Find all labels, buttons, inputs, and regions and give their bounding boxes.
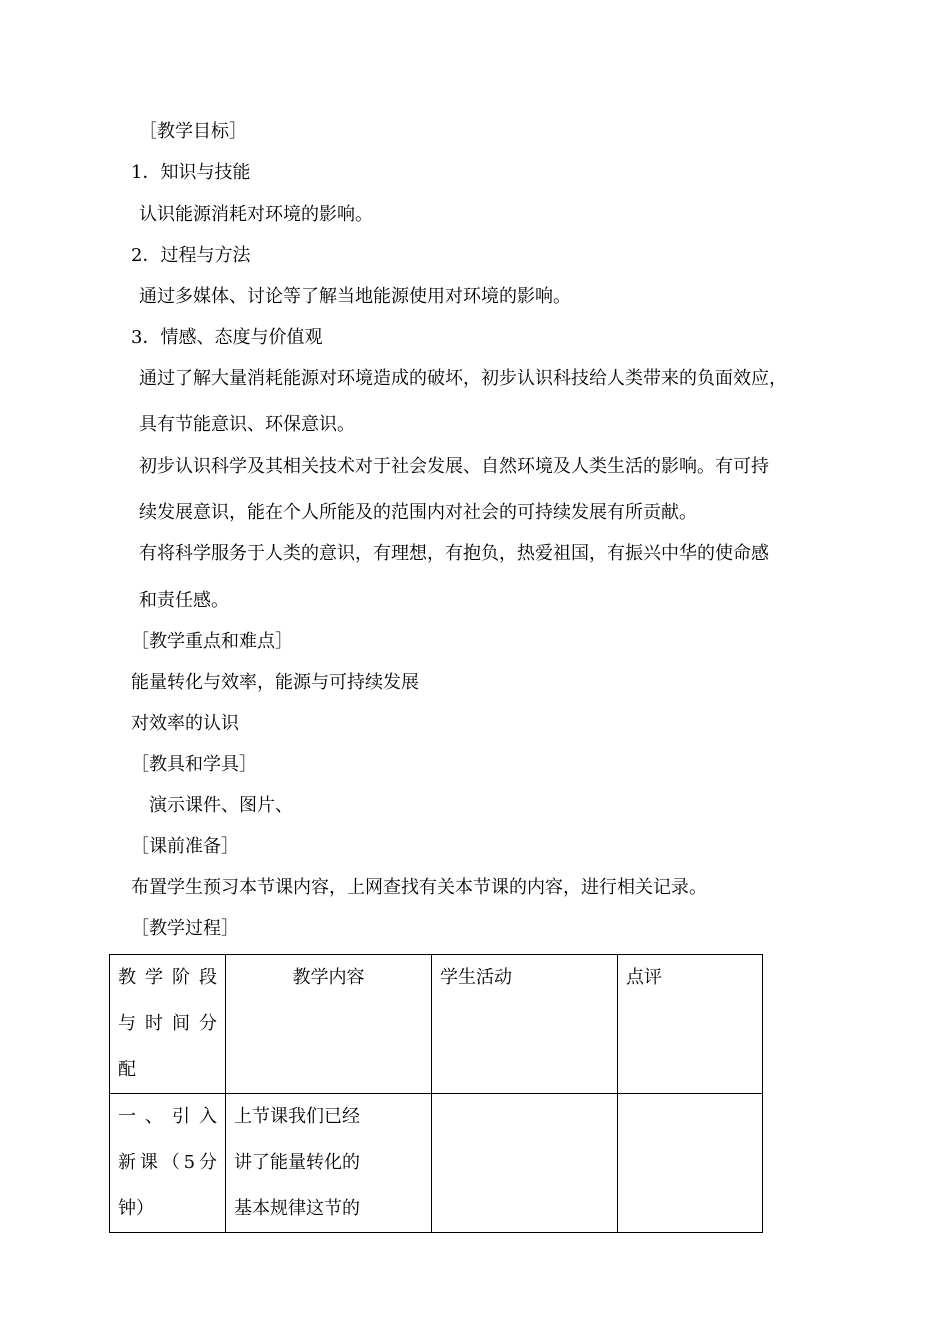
table-header-row: [110, 955, 763, 1094]
tools-heading: ［教具和学具］: [131, 754, 257, 775]
objective-1-text: 认识能源消耗对环境的影响。: [139, 204, 373, 225]
header-comment-cell: [618, 955, 763, 1094]
row-stage-line-3: 钟）: [118, 1198, 154, 1219]
row-comment-cell: [618, 1094, 763, 1233]
header-comment-label: 点评: [626, 967, 662, 988]
process-heading: ［教学过程］: [131, 918, 239, 939]
key-point-1: 能量转化与效率，能源与可持续发展: [131, 672, 419, 693]
objectives-heading: ［教学目标］: [139, 121, 247, 142]
header-content-label: 教学内容: [292, 967, 365, 988]
row-content-line-3: 基本规律这节的: [234, 1198, 360, 1219]
objective-2-title: 2．过程与方法: [131, 245, 251, 266]
teaching-process-table: [109, 954, 763, 1233]
row-stage-line-2: 新课（5分: [118, 1152, 217, 1173]
row-content-cell: [226, 1094, 432, 1233]
objective-3-paragraph-2-line-1: 初步认识科学及其相关技术对于社会发展、自然环境及人类生活的影响。有可持: [139, 456, 769, 477]
key-points-heading: ［教学重点和难点］: [131, 631, 293, 652]
row-activity-cell: [432, 1094, 618, 1233]
header-stage-line-2: 与时间分: [118, 1013, 217, 1034]
row-stage-line-1: 一、引入: [118, 1106, 217, 1127]
header-stage-line-1: 教学阶段: [118, 967, 217, 988]
header-content-cell: [226, 955, 432, 1094]
objective-2-text: 通过多媒体、讨论等了解当地能源使用对环境的影响。: [139, 286, 571, 307]
header-stage-line-3: 配: [118, 1059, 136, 1080]
objective-3-title: 3．情感、态度与价值观: [131, 327, 323, 348]
table-row: [110, 1094, 763, 1233]
objective-1-title: 1．知识与技能: [131, 162, 251, 183]
row-content-line-1: 上节课我们已经: [234, 1106, 360, 1127]
tools-text: 演示课件、图片、: [149, 795, 293, 816]
objective-3-paragraph-3-line-1: 有将科学服务于人类的意识，有理想，有抱负，热爱祖国，有振兴中华的使命感: [139, 543, 769, 564]
row-stage-cell: [110, 1094, 226, 1233]
preparation-heading: ［课前准备］: [131, 836, 239, 857]
objective-3-paragraph-3-line-2: 和责任感。: [139, 590, 229, 611]
header-stage-cell: [110, 955, 226, 1094]
row-content-line-2: 讲了能量转化的: [234, 1152, 360, 1173]
header-activity-cell: [432, 955, 618, 1094]
preparation-text: 布置学生预习本节课内容，上网查找有关本节课的内容，进行相关记录。: [131, 877, 707, 898]
objective-3-paragraph-1-line-2: 具有节能意识、环保意识。: [139, 414, 355, 435]
objective-3-paragraph-1-line-1: 通过了解大量消耗能源对环境造成的破坏，初步认识科技给人类带来的负面效应，: [139, 368, 787, 389]
header-activity-label: 学生活动: [440, 967, 512, 988]
objective-3-paragraph-2-line-2: 续发展意识，能在个人所能及的范围内对社会的可持续发展有所贡献。: [139, 502, 697, 523]
key-point-2: 对效率的认识: [131, 713, 239, 734]
